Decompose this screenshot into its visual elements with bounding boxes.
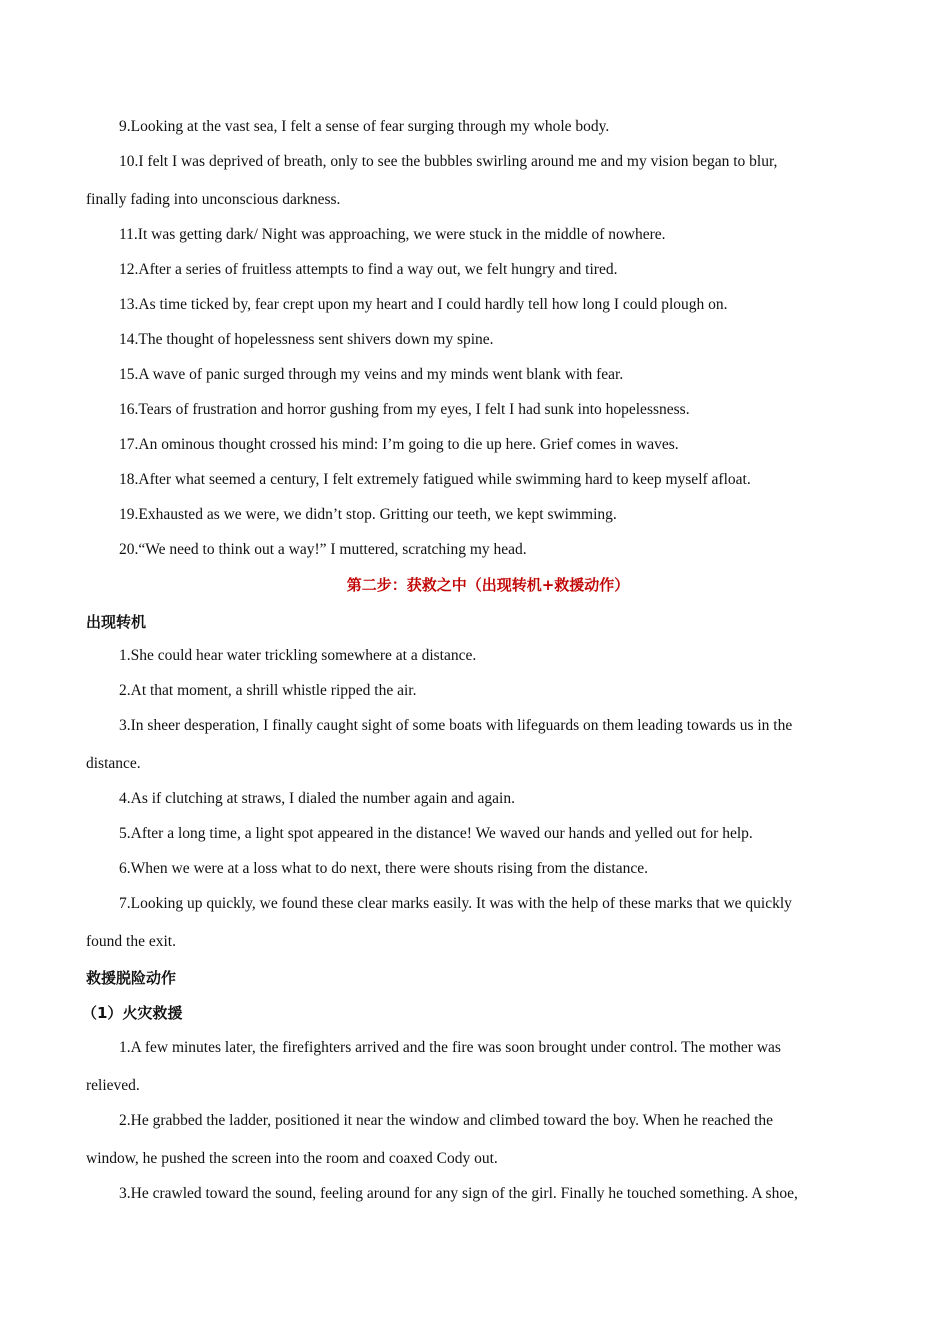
rescue-line: 2.He grabbed the ladder, positioned it near the window and climbed toward the boy. When he reached the bbox=[119, 1112, 774, 1129]
turning-line-cont: found the exit. bbox=[86, 933, 176, 950]
turning-line: 1.She could hear water trickling somewhere at a distance. bbox=[119, 647, 477, 664]
sentence-12: 12.After a series of fruitless attempts to find a way out, we felt hungry and tired. bbox=[119, 261, 618, 278]
sentence-16: 16.Tears of frustration and horror gushing from my eyes, I felt I had sunk into hopelessness. bbox=[119, 401, 690, 418]
turning-line: 2.At that moment, a shrill whistle ripped the air. bbox=[119, 682, 417, 699]
sentence-13: 13.As time ticked by, fear crept upon my heart and I could hardly tell how long I could plough on. bbox=[119, 296, 728, 313]
sentence-10-cont: finally fading into unconscious darkness. bbox=[86, 191, 341, 208]
rescue-line: 3.He crawled toward the sound, feeling around for any sign of the girl. Finally he touched something. A shoe, bbox=[119, 1185, 798, 1202]
sentence-10: 10.I felt I was deprived of breath, only to see the bubbles swirling around me and my vision began to blur, bbox=[119, 153, 778, 170]
rescue-line-cont: window, he pushed the screen into the room and coaxed Cody out. bbox=[86, 1150, 498, 1167]
fire-rescue-heading: （1）火灾救援 bbox=[82, 1004, 183, 1022]
turning-line-cont: distance. bbox=[86, 755, 141, 772]
sentence-9: 9.Looking at the vast sea, I felt a sense of fear surging through my whole body. bbox=[119, 118, 610, 135]
step2-heading: 第二步：获救之中（出现转机+救援动作） bbox=[346, 576, 630, 594]
sentence-18: 18.After what seemed a century, I felt extremely fatigued while swimming hard to keep myself afloat. bbox=[119, 471, 751, 488]
sentence-20: 20.“We need to think out a way!” I muttered, scratching my head. bbox=[119, 541, 527, 558]
rescue-line-cont: relieved. bbox=[86, 1077, 140, 1094]
rescue-line: 1.A few minutes later, the firefighters arrived and the fire was soon brought under control. The mother was bbox=[119, 1039, 781, 1056]
sentence-15: 15.A wave of panic surged through my veins and my minds went blank with fear. bbox=[119, 366, 624, 383]
sentence-14: 14.The thought of hopelessness sent shivers down my spine. bbox=[119, 331, 494, 348]
rescue-heading: 救援脱险动作 bbox=[86, 969, 177, 987]
sentence-19: 19.Exhausted as we were, we didn’t stop. Gritting our teeth, we kept swimming. bbox=[119, 506, 617, 523]
sentence-11: 11.It was getting dark/ Night was approaching, we were stuck in the middle of nowhere. bbox=[119, 226, 666, 243]
turning-point-heading: 出现转机 bbox=[86, 613, 147, 631]
turning-line: 7.Looking up quickly, we found these clear marks easily. It was with the help of these marks that we quickly bbox=[119, 895, 792, 912]
turning-line: 6.When we were at a loss what to do next, there were shouts rising from the distance. bbox=[119, 860, 648, 877]
turning-line: 5.After a long time, a light spot appeared in the distance! We waved our hands and yelled out for help. bbox=[119, 825, 753, 842]
sentence-17: 17.An ominous thought crossed his mind: I’m going to die up here. Grief comes in waves. bbox=[119, 436, 679, 453]
turning-line: 4.As if clutching at straws, I dialed the number again and again. bbox=[119, 790, 515, 807]
turning-line: 3.In sheer desperation, I finally caught sight of some boats with lifeguards on them leading towards us in the bbox=[119, 717, 793, 734]
